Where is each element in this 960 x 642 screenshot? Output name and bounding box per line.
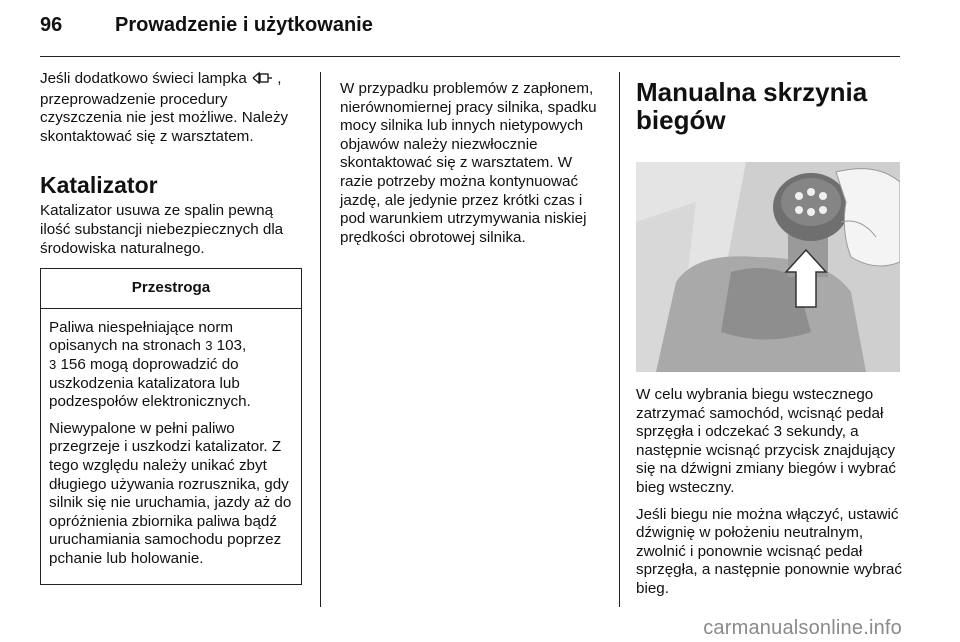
engine-warning-lamp-icon xyxy=(251,71,273,91)
reverse-gear-retry-instructions: Jeśli biegu nie można włączyć, ustawić dźwignię w położeniu neutralnym, zwolnić i ponownie wcisnąć pedał sprzęgła, a następnie ponownie wybrać bieg. xyxy=(636,505,902,597)
warning-paragraph-1: Paliwa niespełniające norm opisanych na stronach 3 103, 3 156 mogą doprowadzić do uszkodzenia katalizatora lub podzespołów elektronicznych. xyxy=(49,318,251,411)
page-reference-icon: 3 xyxy=(49,356,57,372)
page-header xyxy=(40,14,900,44)
page-reference-icon: 3 xyxy=(205,338,213,354)
manual-gearbox-heading: Manualna skrzynia biegów xyxy=(636,77,868,135)
ignition-problems-text: W przypadku problemów z zapłonem, nierównomiernej pracy silnika, spadku mocy silnika lub innych nietypowych objawów należy niezwłocznie skontaktować się z warsztatem. W razie potrzeby można kontynuować jazdę, ale jedynie przez krótki czas i pod warunkiem utrzymywania niskiej prędkości obrotowej silnika. xyxy=(340,80,597,246)
column-divider-1 xyxy=(320,72,321,607)
column-2 xyxy=(340,80,608,255)
section-title: Prowadzenie i użytkowanie xyxy=(115,14,373,36)
reverse-gear-instructions: W celu wybrania biegu wstecznego zatrzymać samochód, wcisnąć pedał sprzęgła i odczekać 3 sekundy, a następnie wcisnąć przycisk znajdujący się na dźwigni zmiany biegów i wybrać bieg wsteczny. xyxy=(636,386,896,496)
warning-box xyxy=(40,268,302,585)
column-3 xyxy=(636,78,904,607)
column-divider-2 xyxy=(619,72,620,607)
intro-paragraph: Jeśli dodatkowo świeci lampka , przeprowadzenie procedury czyszczenia nie jest możliwe. Należy skontaktować się z warsztatem. xyxy=(40,70,289,145)
catalyst-text: Katalizator usuwa ze spalin pewną ilość substancji niebezpiecznych dla środowiska naturalnego. xyxy=(40,202,284,257)
watermark: carmanualsonline.info xyxy=(703,617,902,639)
column-1 xyxy=(40,70,302,585)
header-divider xyxy=(40,56,900,57)
warning-title: Przestroga xyxy=(41,269,301,309)
gear-shift-lever-illustration xyxy=(636,162,900,372)
warning-body xyxy=(41,309,301,585)
page-number: 96 xyxy=(40,14,63,36)
catalyst-heading: Katalizator xyxy=(40,172,158,199)
warning-paragraph-2: Niewypalone w pełni paliwo przegrzeje i uszkodzi katalizator. Z tego względu należy unikać zbyt długiego używania rozrusznika, gdy silnik się nie uruchamia, jazdy aż do opróżnienia zbiornika paliwa bądź uruchamiania samochodu poprzez pchanie lub holowanie. xyxy=(49,419,292,567)
